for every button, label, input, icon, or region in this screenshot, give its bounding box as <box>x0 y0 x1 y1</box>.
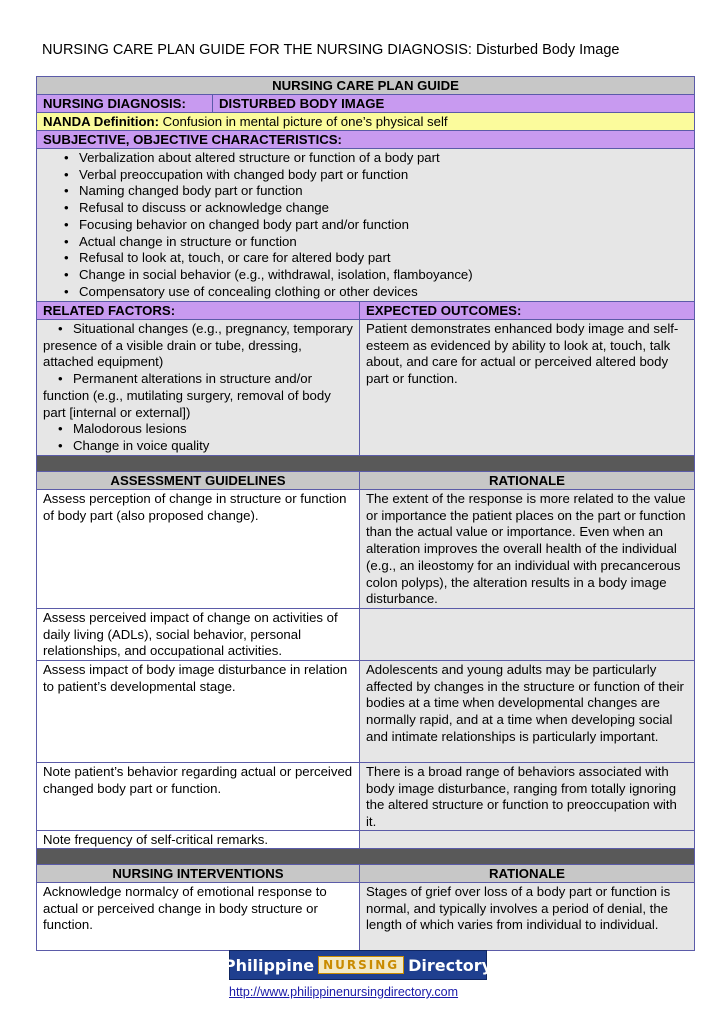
nanda-label: NANDA Definition: <box>43 114 159 129</box>
list-item: • Change in voice quality <box>43 438 353 455</box>
table-row <box>37 609 694 661</box>
list-item: • Situational changes (e.g., pregnancy, temporary presence of a visible drain or tube, dressing, attached equipment) <box>43 321 353 370</box>
assessment-guideline: Assess perceived impact of change on activities of daily living (ADLs), social behavior, personal relationships, and occupational activities. <box>37 609 360 660</box>
characteristics-header: SUBJECTIVE, OBJECTIVE CHARACTERISTICS: <box>43 132 342 147</box>
nanda-row <box>37 113 694 131</box>
nanda-definition <box>37 113 694 130</box>
assessment-guideline: Note frequency of self-critical remarks. <box>37 831 360 848</box>
assessment-rationale <box>360 831 694 848</box>
list-item: • Actual change in structure or function <box>79 234 688 251</box>
nanda-text: Confusion in mental picture of one’s physical self <box>158 114 448 129</box>
characteristics-list <box>43 150 688 300</box>
interventions-header: NURSING INTERVENTIONS <box>37 865 360 882</box>
assessment-header: ASSESSMENT GUIDELINES <box>37 472 360 489</box>
list-item: • Refusal to discuss or acknowledge change <box>79 200 688 217</box>
assessment-rationale <box>360 609 694 660</box>
list-item: • Naming changed body part or function <box>79 183 688 200</box>
diagnosis-row <box>37 95 694 113</box>
assessment-header-row <box>37 472 694 490</box>
related-factors-header: RELATED FACTORS: <box>37 302 360 319</box>
table-row <box>37 490 694 609</box>
characteristics-cell <box>37 149 694 301</box>
care-plan-table <box>36 76 695 951</box>
expected-outcomes-text: Patient demonstrates enhanced body image and self-esteem as evidenced by ability to look at, touch, talk about, and care for actual or perceived altered body part or function. <box>366 321 679 387</box>
logo-middle-text: NURSING <box>318 956 404 974</box>
intervention-text: Acknowledge normalcy of emotional response to actual or perceived change in body structure or function. <box>37 883 360 950</box>
interventions-header-row <box>37 865 694 883</box>
factors-outcomes-row <box>37 320 694 456</box>
assessment-rationale-header: RATIONALE <box>489 473 565 488</box>
list-item: • Focusing behavior on changed body part and/or function <box>79 217 688 234</box>
logo-left-text: Philippine <box>223 955 315 975</box>
list-item: • Permanent alterations in structure and/or function (e.g., mutilating surgery, removal of body part [internal or external]) <box>43 371 331 420</box>
assessment-rationale: The extent of the response is more related to the value or importance the patient places on the part or function than the actual value or importance. Even when an alteration improves the overall health of the individual (e.g., an ileostomy for an individual with precancerous colon polyps), the alteration results in a body image disturbance. <box>360 490 694 608</box>
directory-logo[interactable] <box>223 950 493 980</box>
table-row <box>37 763 694 831</box>
list-item: • Verbalization about altered structure or function of a body part <box>79 150 688 167</box>
table-row <box>37 661 694 763</box>
interventions-rationale-header: RATIONALE <box>489 866 565 881</box>
list-item: • Verbal preoccupation with changed body part or function <box>79 167 688 184</box>
list-item: • Malodorous lesions <box>43 421 353 438</box>
list-item: • Refusal to look at, touch, or care for altered body part <box>79 250 688 267</box>
intervention-rationale: Stages of grief over loss of a body part or function is normal, and typically involves a period of denial, the length of which varies from individual to individual. <box>360 883 694 950</box>
table-row <box>37 883 694 950</box>
characteristics-row <box>37 149 694 302</box>
logo-right-text: Directory <box>408 955 493 975</box>
assessment-rationale: Adolescents and young adults may be particularly affected by changes in the structure or function of their bodies at a time when developmental changes are normally rapid, and at a time when developing social and intimate relationships is particularly important. <box>360 661 694 762</box>
table-row <box>37 831 694 849</box>
website-link[interactable]: http://www.philippinenursingdirectory.com <box>229 985 459 999</box>
diagnosis-label: NURSING DIAGNOSIS: <box>37 95 213 112</box>
characteristics-header-row <box>37 131 694 149</box>
diagnosis-value: DISTURBED BODY IMAGE <box>219 96 385 111</box>
section-divider <box>37 456 694 472</box>
assessment-guideline: Assess impact of body image disturbance in relation to patient’s developmental stage. <box>37 661 360 762</box>
list-item: • Compensatory use of concealing clothing or other devices <box>79 284 688 301</box>
assessment-rationale: There is a broad range of behaviors associated with body image disturbance, ranging from totally ignoring the altered structure or function to preoccupation with it. <box>360 763 694 830</box>
assessment-guideline: Note patient’s behavior regarding actual or perceived changed body part or function. <box>37 763 360 830</box>
guide-header-row <box>37 77 694 95</box>
assessment-guideline: Assess perception of change in structure or function of body part (also proposed change). <box>37 490 360 608</box>
document-title: NURSING CARE PLAN GUIDE FOR THE NURSING DIAGNOSIS: Disturbed Body Image <box>42 42 620 58</box>
section-divider <box>37 849 694 865</box>
factors-outcomes-header-row <box>37 302 694 320</box>
list-item: • Change in social behavior (e.g., withdrawal, isolation, flamboyance) <box>79 267 688 284</box>
related-factors-cell <box>37 320 360 455</box>
expected-outcomes-header: EXPECTED OUTCOMES: <box>366 303 522 318</box>
guide-header: NURSING CARE PLAN GUIDE <box>272 78 459 93</box>
